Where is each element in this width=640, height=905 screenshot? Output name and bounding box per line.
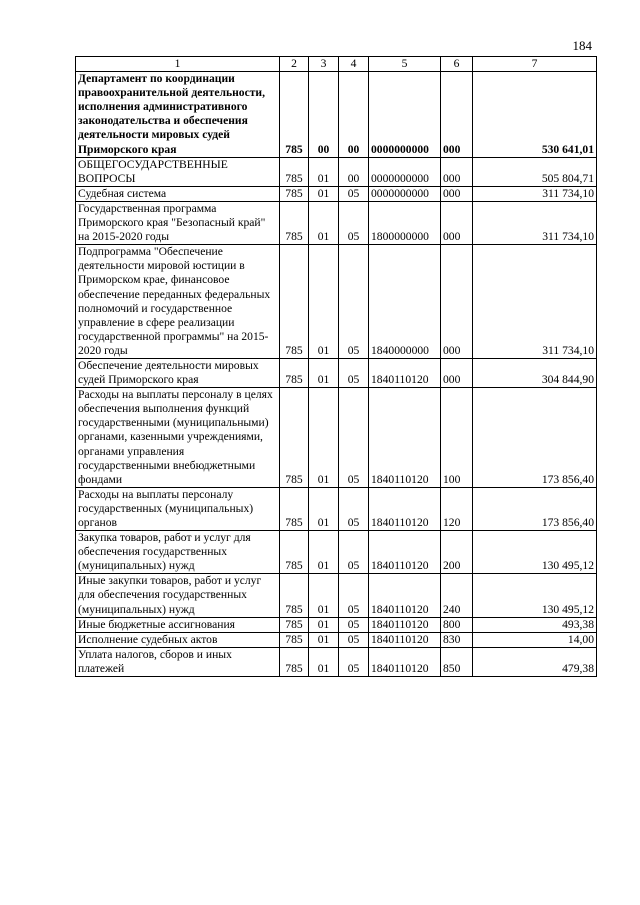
amount-value: 130 495,12	[473, 574, 597, 617]
section-code: 01	[309, 531, 339, 574]
amount-value: 530 641,01	[473, 72, 597, 158]
expense-type-code: 800	[441, 617, 473, 632]
target-article-code: 1800000000	[369, 201, 441, 244]
ministry-code: 785	[280, 617, 309, 632]
column-number-row	[76, 57, 597, 72]
column-header: 4	[339, 57, 369, 72]
target-article-code: 1840110120	[369, 617, 441, 632]
subsection-code: 05	[339, 388, 369, 488]
expense-type-code: 000	[441, 358, 473, 387]
amount-value: 130 495,12	[473, 531, 597, 574]
subsection-code: 05	[339, 632, 369, 647]
table-row	[76, 617, 597, 632]
item-name: Расходы на выплаты персоналу в целях обеспечения выполнения функций государственными (муниципальными) органами, казенными учреждениями, органами управления государственными внебюджетными фондами	[76, 388, 280, 488]
expense-type-code: 830	[441, 632, 473, 647]
subsection-code: 05	[339, 617, 369, 632]
item-name: Иные закупки товаров, работ и услуг для обеспечения государственных (муниципальных) нужд	[76, 574, 280, 617]
expense-type-code: 850	[441, 647, 473, 676]
expense-type-code: 000	[441, 157, 473, 186]
ministry-code: 785	[280, 358, 309, 387]
ministry-code: 785	[280, 72, 309, 158]
item-name: Исполнение судебных актов	[76, 632, 280, 647]
item-name: Департамент по координации правоохранительной деятельности, исполнения административного законодательства и обеспечения деятельности мировых судей Приморского края	[76, 72, 280, 158]
table-row	[76, 201, 597, 244]
target-article-code: 0000000000	[369, 157, 441, 186]
section-code: 01	[309, 157, 339, 186]
expense-type-code: 000	[441, 245, 473, 359]
ministry-code: 785	[280, 201, 309, 244]
ministry-code: 785	[280, 574, 309, 617]
subsection-code: 00	[339, 157, 369, 186]
section-code: 01	[309, 574, 339, 617]
section-code: 01	[309, 358, 339, 387]
column-header: 7	[473, 57, 597, 72]
section-code: 01	[309, 201, 339, 244]
amount-value: 304 844,90	[473, 358, 597, 387]
table-row	[76, 72, 597, 158]
table-row	[76, 574, 597, 617]
subsection-code: 05	[339, 574, 369, 617]
subsection-code: 05	[339, 647, 369, 676]
item-name: Судебная система	[76, 186, 280, 201]
target-article-code: 1840110120	[369, 647, 441, 676]
target-article-code: 1840110120	[369, 574, 441, 617]
table-row	[76, 388, 597, 488]
target-article-code: 1840000000	[369, 245, 441, 359]
table-row	[76, 186, 597, 201]
table-row	[76, 245, 597, 359]
expense-type-code: 120	[441, 487, 473, 530]
subsection-code: 05	[339, 245, 369, 359]
section-code: 01	[309, 647, 339, 676]
amount-value: 505 804,71	[473, 157, 597, 186]
column-header: 6	[441, 57, 473, 72]
item-name: Подпрограмма "Обеспечение деятельности мировой юстиции в Приморском крае, финансовое обеспечение переданных федеральных полномочий и государственное управление в сфере реализации государственной программы" на 2015-2020 годы	[76, 245, 280, 359]
amount-value: 311 734,10	[473, 186, 597, 201]
ministry-code: 785	[280, 157, 309, 186]
column-header: 2	[280, 57, 309, 72]
item-name: Расходы на выплаты персоналу государственных (муниципальных) органов	[76, 487, 280, 530]
section-code: 01	[309, 245, 339, 359]
column-header: 3	[309, 57, 339, 72]
item-name: Обеспечение деятельности мировых судей Приморского края	[76, 358, 280, 387]
ministry-code: 785	[280, 531, 309, 574]
target-article-code: 1840110120	[369, 358, 441, 387]
table-row	[76, 358, 597, 387]
table-row	[76, 632, 597, 647]
amount-value: 14,00	[473, 632, 597, 647]
section-code: 01	[309, 632, 339, 647]
budget-table	[75, 56, 597, 677]
table-row	[76, 531, 597, 574]
item-name: Закупка товаров, работ и услуг для обеспечения государственных (муниципальных) нужд	[76, 531, 280, 574]
section-code: 01	[309, 617, 339, 632]
subsection-code: 05	[339, 358, 369, 387]
expense-type-code: 000	[441, 201, 473, 244]
section-code: 01	[309, 186, 339, 201]
expense-type-code: 000	[441, 72, 473, 158]
ministry-code: 785	[280, 487, 309, 530]
amount-value: 479,38	[473, 647, 597, 676]
amount-value: 311 734,10	[473, 201, 597, 244]
target-article-code: 0000000000	[369, 72, 441, 158]
column-header: 5	[369, 57, 441, 72]
ministry-code: 785	[280, 632, 309, 647]
amount-value: 311 734,10	[473, 245, 597, 359]
item-name: Государственная программа Приморского края "Безопасный край" на 2015-2020 годы	[76, 201, 280, 244]
subsection-code: 05	[339, 186, 369, 201]
ministry-code: 785	[280, 186, 309, 201]
target-article-code: 1840110120	[369, 632, 441, 647]
target-article-code: 1840110120	[369, 388, 441, 488]
item-name: ОБЩЕГОСУДАРСТВЕННЫЕ ВОПРОСЫ	[76, 157, 280, 186]
amount-value: 493,38	[473, 617, 597, 632]
section-code: 00	[309, 72, 339, 158]
expense-type-code: 200	[441, 531, 473, 574]
table-row	[76, 487, 597, 530]
table-row	[76, 647, 597, 676]
expense-type-code: 000	[441, 186, 473, 201]
page-number: 184	[572, 38, 592, 53]
expense-type-code: 240	[441, 574, 473, 617]
amount-value: 173 856,40	[473, 388, 597, 488]
section-code: 01	[309, 388, 339, 488]
target-article-code: 1840110120	[369, 531, 441, 574]
subsection-code: 05	[339, 531, 369, 574]
subsection-code: 00	[339, 72, 369, 158]
item-name: Иные бюджетные ассигнования	[76, 617, 280, 632]
section-code: 01	[309, 487, 339, 530]
table-row	[76, 157, 597, 186]
expense-type-code: 100	[441, 388, 473, 488]
column-header: 1	[76, 57, 280, 72]
target-article-code: 1840110120	[369, 487, 441, 530]
item-name: Уплата налогов, сборов и иных платежей	[76, 647, 280, 676]
subsection-code: 05	[339, 487, 369, 530]
subsection-code: 05	[339, 201, 369, 244]
amount-value: 173 856,40	[473, 487, 597, 530]
target-article-code: 0000000000	[369, 186, 441, 201]
ministry-code: 785	[280, 647, 309, 676]
ministry-code: 785	[280, 245, 309, 359]
ministry-code: 785	[280, 388, 309, 488]
